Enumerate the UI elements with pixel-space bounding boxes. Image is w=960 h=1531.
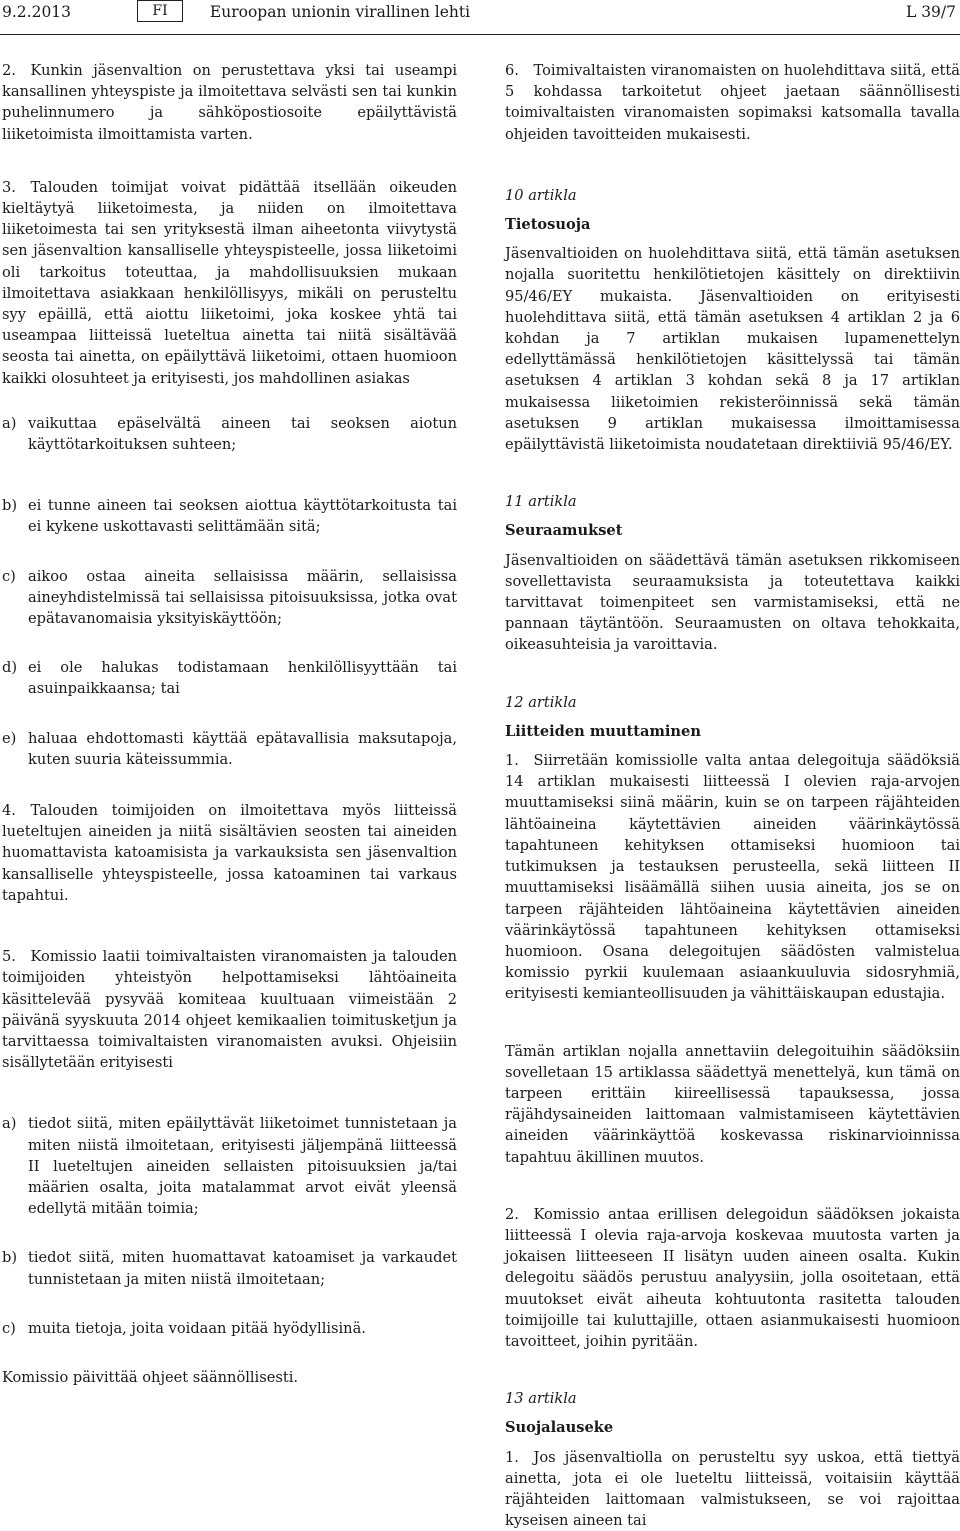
article-13-title: Suojalauseke [505,1419,614,1437]
article-10-title: Tietosuoja [505,216,591,234]
list-item-3a [2,413,457,455]
paragraph-2: 2. Kunkin jäsenvaltion on perustettava yksi tai useampi kansallinen yhteyspiste ja ilmoitettava selvästi sen tai kunkin puhelinnumero ja sähköpostiosoite epäilyttävistä liiketoimista ilmoittamista varten. [2,62,457,143]
paragraph-6: 6. Toimivaltaisten viranomaisten on huolehdittava siitä, että 5 kohdassa tarkoitetut ohjeet jaetaan säännöllisesti toimivaltaisten viranomaisten sopimaksi katsomalla tavalla ohjeiden tavoitteiden mukaisesti. [505,62,960,143]
list-label: a) [2,414,17,432]
list-text: aikoo ostaa aineita sellaisissa määrin, sellaisissa aineyhdistelmissä tai sellaisissa pitoisuuksissa, jotka ovat epätavanomaisia yksityiskäyttöön; [28,567,457,628]
article-12-paragraph-1: 1. Siirretään komissiolle valta antaa delegoituja säädöksiä 14 artiklan mukaisesti liitteessä I olevien raja-arvojen muuttamiseksi siinä määrin, kuin se on tarpeen räjähteiden lähtöaineina käytettävien aineiden väärinkäytössä tapahtuneen kehityksen ottamiseksi huomioon tai tutkimuksen ja testauksen perusteella, sekä liitteen II muuttamiseksi lisäämällä siihen uusia aineita, jos se on tarpeen räjähteiden lähtöaineina käytettävien aineiden väärinkäytössä tapahtuneen kehityksen ottamiseksi huomioon. Osana delegoitujen säädösten valmistelua komissio pyrkii kuulemaan asiaankuuluvia sidosryhmiä, erityisesti kemianteollisuuden ja vähittäiskaupan edustajia. [505,752,960,1003]
article-12-number: 12 artikla [505,693,577,711]
list-text: tiedot siitä, miten huomattavat katoamiset ja varkaudet tunnistetaan ja miten niistä ilmoitetaan; [28,1249,457,1288]
list-text: tiedot siitä, miten epäilyttävät liiketoimet tunnistetaan ja miten niistä ilmoitetaan, erityisesti jäljempänä liitteessä II lueteltujen aineiden sellaisten pitoisuuksien ja/tai määrien osalta, joita matalammat arvot eivät yleensä edellytä mitään toimia; [28,1115,457,1218]
list-item-5a [2,1113,457,1219]
list-label: e) [2,729,17,747]
left-column [2,60,457,1388]
list-item-3d [2,657,457,699]
list-item-3e [2,728,457,770]
article-12-title: Liitteiden muuttaminen [505,722,701,740]
article-12-paragraph-2: 2. Komissio antaa erillisen delegoidun säädöksen jokaista liitteessä I olevia raja-arvoja koskevaa muutosta varten ja jokaisen liitteeseen II lisätyn uuden aineen osalta. Kukin delegoitu säädös perustuu analyysiin, jolla osoitetaan, että muutokset eivät aiheuta kohtuutonta rasitetta talouden toimijoille tai kuluttajille, ottaen asianmukaisesti huomioon tavoitteet, joihin pyritään. [505,1205,960,1350]
header-divider [0,34,960,35]
list-label: a) [2,1115,17,1133]
list-text: ei ole halukas todistamaan henkilöllisyyttään tai asuinpaikkaansa; tai [28,659,457,698]
article-13-number: 13 artikla [505,1390,577,1408]
publication-date: 9.2.2013 [2,3,72,21]
article-10-number: 10 artikla [505,186,577,204]
paragraph-4: 4. Talouden toimijoiden on ilmoitettava myös liitteissä lueteltujen aineiden ja niitä sisältävien seosten tai aineiden huomattavista katoamisista ja varkauksista sen jäsenvaltion kansalliselle yhteyspisteelle, jossa katoaminen tai varkaus tapahtui. [2,802,457,904]
list-text: muita tietoja, joita voidaan pitää hyödyllisinä. [28,1319,366,1337]
page-reference: L 39/7 [905,3,956,21]
article-11-title: Seuraamukset [505,522,623,540]
list-item-5b [2,1247,457,1289]
paragraph-3: 3. Talouden toimijat voivat pidättää itsellään oikeuden kieltäytyä liiketoimesta, ja niiden on ilmoitettava liiketoimesta tai sen yrityksestä ilman aiheetonta viivytystä sen jäsenvaltion kansalliselle yhteyspisteelle, jossa liiketoimi oli tarkoitus toteuttaa, ja mahdollisuuksien mukaan ilmoitettava asiakkaan henkilöllisyys, mikäli on perusteltu syy epäillä, että aiottu liiketoimi, joka koskee yhtä tai useampaa liitteissä lueteltua ainetta tai niitä sisältävää seosta tai ainetta, on epäilyttävä liiketoimi, ottaen huomioon kaikki olosuhteet ja erityisesti, jos mahdollinen asiakas [2,178,457,387]
right-column [505,60,960,1531]
article-13-paragraph-1: 1. Jos jäsenvaltiolla on perusteltu syy uskoa, että tiettyä ainetta, jota ei ole lueteltu liitteissä, voitaisiin käyttää räjähteiden laittomaan valmistukseen, se voi rajoittaa kyseisen aineen tai [505,1448,960,1530]
list-text: haluaa ehdottomasti käyttää epätavallisia maksutapoja, kuten suuria käteissummia. [28,729,457,768]
list-item-3b [2,495,457,537]
list-label: c) [2,1319,16,1337]
closing-sentence: Komissio päivittää ohjeet säännöllisesti. [2,1368,299,1386]
list-label: d) [2,659,18,677]
list-item-3c [2,566,457,630]
journal-title: Euroopan unionin virallinen lehti [209,3,471,21]
paragraph-5: 5. Komissio laatii toimivaltaisten viranomaisten ja talouden toimijoiden yhteistyön helpottamiseksi lähtöaineita käsittelevää pysyvää komiteaa kuultuaan viimeistään 2 päivänä syyskuuta 2014 ohjeet kemikaalien toimitusketjun ja tarvittaessa toimivaltaisten viranomaisten avuksi. Ohjeisiin sisällytetään erityisesti [2,948,457,1072]
list-label: c) [2,567,16,585]
list-text: ei tunne aineen tai seoksen aiottua käyttötarkoitusta tai ei kykene uskottavasti selittämään sitä; [28,497,457,536]
list-label: b) [2,1249,18,1267]
list-item-5c [2,1318,457,1339]
language-badge: FI [137,0,183,22]
list-text: vaikuttaa epäselvältä aineen tai seoksen aiotun käyttötarkoituksen suhteen; [28,414,457,454]
article-10-text: Jäsenvaltioiden on huolehdittava siitä, että tämän asetuksen nojalla suoritettu henkilötietojen käsittely on direktiivin 95/46/EY mukaista. Jäsenvaltioiden on erityisesti huolehdittava siitä, että tämän asetuksen 4 artiklan 2 ja 6 kohdan ja 7 artiklan mukaisen lupamenettelyn edellyttämässä henkilötietojen käsittelyssä tai tämän asetuksen 4 artiklan 3 kohdan sekä 8 ja 17 artiklan mukaisessa liiketoimien rekisteröinnissä sekä tämän asetuksen 9 artiklan mukaisessa ilmoittamisessa epäilyttävistä liiketoimista noudatetaan direktiiviä 95/46/EY. [505,245,960,454]
page-header [0,0,960,28]
list-label: b) [2,497,18,515]
article-11-number: 11 artikla [505,493,577,511]
article-12-paragraph-1b: Tämän artiklan nojalla annettaviin delegoituihin säädöksiin sovelletaan 15 artiklassa säädettyä menettelyä, kun tämä on tarpeen erittäin kiireellisessä tapauksessa, jossa räjähdysaineiden laittomaan valmistamiseen käytettävien aineiden väärinkäyttöä koskevassa riskinarvioinnissa tapahtuu äkillinen muutos. [505,1042,960,1166]
article-11-text: Jäsenvaltioiden on säädettävä tämän asetuksen rikkomiseen sovellettavista seuraamuksista ja toteutettava kaikki tarvittavat toimenpiteet sen varmistamiseksi, että ne pannaan täytäntöön. Seuraamusten on oltava tehokkaita, oikeasuhteisia ja varoittavia. [505,551,960,654]
